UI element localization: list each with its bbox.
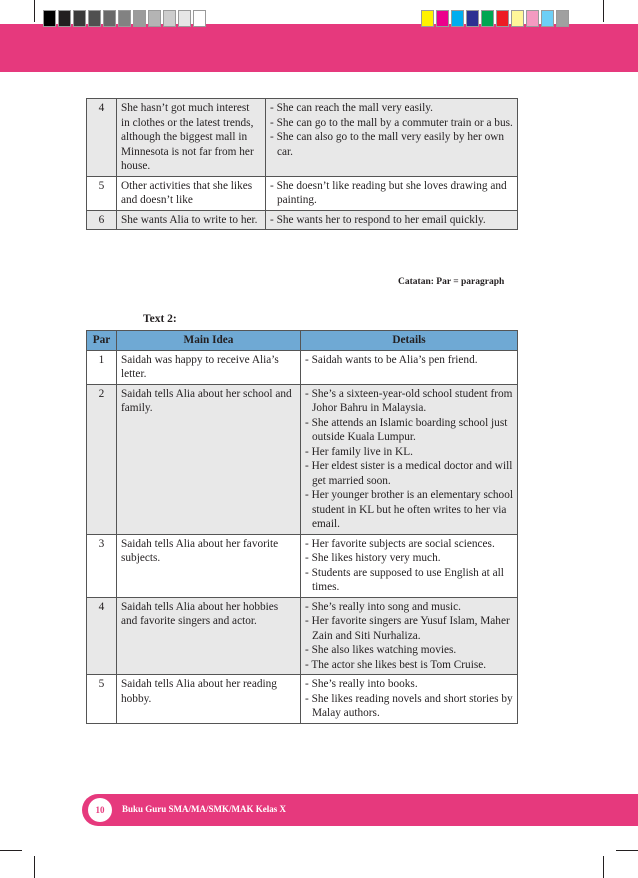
main-idea-cell: She wants Alia to write to her. bbox=[117, 210, 266, 230]
crop-mark bbox=[34, 856, 35, 878]
header-main-idea: Main Idea bbox=[117, 331, 301, 351]
details-cell bbox=[301, 675, 518, 724]
color-swatch bbox=[58, 10, 71, 27]
paragraph-number: 6 bbox=[87, 210, 117, 230]
detail-item: - She’s really into books. bbox=[305, 678, 418, 690]
table-row bbox=[87, 350, 518, 384]
page-number: 10 bbox=[88, 798, 112, 822]
crop-mark bbox=[603, 856, 604, 878]
detail-item: - She attends an Islamic boarding school just outside Kuala Lumpur. bbox=[305, 416, 508, 443]
detail-item: - She also likes watching movies. bbox=[305, 644, 457, 656]
color-swatch bbox=[193, 10, 206, 27]
main-idea-table-text1 bbox=[86, 98, 518, 230]
paragraph-number: 2 bbox=[87, 384, 117, 534]
color-swatch bbox=[451, 10, 464, 27]
color-swatch bbox=[178, 10, 191, 27]
color-swatch bbox=[103, 10, 116, 27]
paragraph-number: 1 bbox=[87, 350, 117, 384]
table-header-row bbox=[87, 331, 518, 351]
detail-item: - The actor she likes best is Tom Cruise. bbox=[305, 658, 487, 671]
color-swatch bbox=[481, 10, 494, 27]
detail-item: - She’s a sixteen-year-old school student from Johor Bahru in Malaysia. bbox=[305, 387, 513, 414]
book-title: Buku Guru SMA/MA/SMK/MAK Kelas X bbox=[122, 804, 287, 814]
color-calibration-bar bbox=[421, 10, 571, 27]
details-cell bbox=[301, 597, 518, 675]
color-swatch bbox=[163, 10, 176, 27]
detail-item: - Her favorite singers are Yusuf Islam, Maher Zain and Siti Nurhaliza. bbox=[305, 615, 510, 642]
color-swatch bbox=[118, 10, 131, 27]
detail-item: - She can reach the mall very easily. bbox=[270, 102, 433, 114]
main-idea-cell: Saidah tells Alia about her reading hobby. bbox=[117, 675, 301, 724]
table-row bbox=[87, 384, 518, 534]
color-swatch bbox=[496, 10, 509, 27]
detail-item: - Her favorite subjects are social sciences. bbox=[305, 537, 495, 550]
details-cell bbox=[266, 99, 518, 177]
paragraph-number: 5 bbox=[87, 176, 117, 210]
paragraph-number: 3 bbox=[87, 534, 117, 597]
table-row bbox=[87, 675, 518, 724]
color-swatch bbox=[73, 10, 86, 27]
crop-mark bbox=[603, 0, 604, 22]
color-swatch bbox=[148, 10, 161, 27]
details-cell bbox=[301, 384, 518, 534]
color-swatch bbox=[436, 10, 449, 27]
detail-item: - She can go to the mall by a commuter train or a bus. bbox=[270, 116, 513, 129]
color-swatch bbox=[466, 10, 479, 27]
paragraph-number: 4 bbox=[87, 99, 117, 177]
main-idea-cell: Saidah tells Alia about her hobbies and favorite singers and actor. bbox=[117, 597, 301, 675]
color-swatch bbox=[421, 10, 434, 27]
detail-item: - Saidah wants to be Alia’s pen friend. bbox=[305, 353, 478, 366]
color-swatch bbox=[526, 10, 539, 27]
grayscale-calibration-bar bbox=[43, 10, 208, 27]
main-idea-cell: Other activities that she likes and doesn’t like bbox=[117, 176, 266, 210]
details-cell bbox=[266, 176, 518, 210]
table-row bbox=[87, 210, 518, 230]
paragraph-number: 5 bbox=[87, 675, 117, 724]
table-row bbox=[87, 597, 518, 675]
color-swatch bbox=[556, 10, 569, 27]
detail-item: - Her younger brother is an elementary school student in KL but he often writes to her via email. bbox=[305, 489, 513, 530]
details-cell bbox=[301, 534, 518, 597]
crop-mark bbox=[0, 850, 22, 851]
detail-item: - She doesn’t like reading but she loves drawing and painting. bbox=[270, 179, 507, 206]
details-cell bbox=[266, 210, 518, 230]
color-swatch bbox=[88, 10, 101, 27]
text2-label: Text 2: bbox=[143, 313, 177, 325]
color-swatch bbox=[541, 10, 554, 27]
main-idea-cell: She hasn’t got much interest in clothes or the latest trends, although the biggest mall in Minnesota is not far from her house. bbox=[117, 99, 266, 177]
detail-item: - She likes history very much. bbox=[305, 552, 441, 564]
detail-item: - She’s really into song and music. bbox=[305, 600, 461, 613]
table-row bbox=[87, 176, 518, 210]
detail-item: - She can also go to the mall very easily by her own car. bbox=[270, 131, 505, 158]
main-idea-cell: Saidah tells Alia about her school and family. bbox=[117, 384, 301, 534]
header-par: Par bbox=[87, 331, 117, 351]
crop-mark bbox=[616, 850, 638, 851]
paragraph-number: 4 bbox=[87, 597, 117, 675]
color-swatch bbox=[511, 10, 524, 27]
table-row bbox=[87, 534, 518, 597]
detail-item: - She likes reading novels and short stories by Malay authors. bbox=[305, 692, 513, 719]
details-cell bbox=[301, 350, 518, 384]
detail-item: - Her family live in KL. bbox=[305, 445, 413, 458]
main-idea-table-text2 bbox=[86, 330, 518, 724]
note-text: Catatan: Par = paragraph bbox=[398, 277, 505, 287]
color-swatch bbox=[133, 10, 146, 27]
main-idea-cell: Saidah tells Alia about her favorite subjects. bbox=[117, 534, 301, 597]
main-idea-cell: Saidah was happy to receive Alia’s letter. bbox=[117, 350, 301, 384]
detail-item: - She wants her to respond to her email quickly. bbox=[270, 213, 486, 226]
detail-item: - Students are supposed to use English at all times. bbox=[305, 566, 504, 593]
detail-item: - Her eldest sister is a medical doctor and will get married soon. bbox=[305, 460, 513, 487]
color-swatch bbox=[43, 10, 56, 27]
header-details: Details bbox=[301, 331, 518, 351]
header-band bbox=[0, 24, 638, 72]
crop-mark bbox=[34, 0, 35, 22]
table-row bbox=[87, 99, 518, 177]
